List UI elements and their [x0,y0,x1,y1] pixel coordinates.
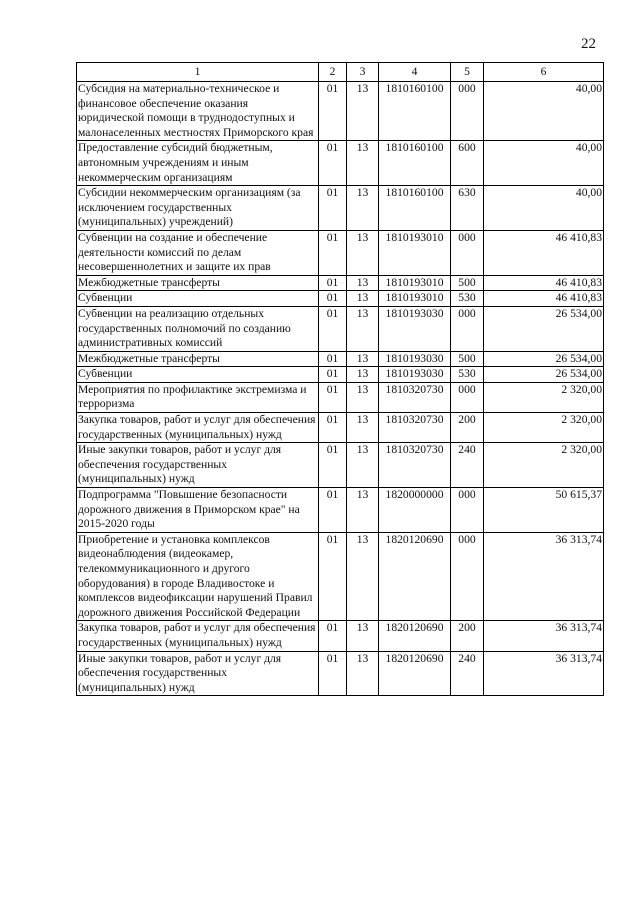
subsection-code-cell: 13 [347,291,379,307]
target-article-cell: 1810160100 [379,186,451,231]
table-row [77,443,604,488]
target-article-cell: 1820120690 [379,651,451,696]
expense-type-cell: 000 [451,230,484,275]
table-row [77,488,604,533]
target-article-cell: 1810193010 [379,230,451,275]
table-row [77,186,604,231]
amount-cell: 36 313,74 [484,621,604,651]
expense-type-cell: 000 [451,532,484,621]
section-code-cell: 01 [319,651,347,696]
item-name-cell: Межбюджетные трансферты [77,275,319,291]
target-article-cell: 1820000000 [379,488,451,533]
item-name-cell: Предоставление субсидий бюджетным, автономным учреждениям и иным некоммерческим организациям [77,141,319,186]
expense-type-cell: 500 [451,275,484,291]
table-row [77,382,604,412]
expense-type-cell: 000 [451,382,484,412]
section-code-cell: 01 [319,141,347,186]
subsection-code-cell: 13 [347,382,379,412]
target-article-cell: 1810160100 [379,141,451,186]
item-name-cell: Субвенции [77,291,319,307]
section-code-cell: 01 [319,230,347,275]
amount-cell: 40,00 [484,82,604,141]
expense-type-cell: 000 [451,488,484,533]
budget-table [76,62,604,696]
target-article-cell: 1810193030 [379,367,451,383]
item-name-cell: Субвенции [77,367,319,383]
target-article-cell: 1820120690 [379,621,451,651]
subsection-code-cell: 13 [347,351,379,367]
table-row [77,230,604,275]
amount-cell: 36 313,74 [484,651,604,696]
subsection-code-cell: 13 [347,367,379,383]
section-code-cell: 01 [319,351,347,367]
amount-cell: 36 313,74 [484,532,604,621]
subsection-code-cell: 13 [347,186,379,231]
item-name-cell: Подпрограмма "Повышение безопасности дорожного движения в Приморском крае" на 2015-2020 годы [77,488,319,533]
table-row [77,141,604,186]
subsection-code-cell: 13 [347,488,379,533]
table-row [77,621,604,651]
expense-type-cell: 200 [451,621,484,651]
target-article-cell: 1810320730 [379,382,451,412]
amount-cell: 40,00 [484,141,604,186]
target-article-cell: 1810193010 [379,291,451,307]
section-code-cell: 01 [319,488,347,533]
expense-type-cell: 200 [451,413,484,443]
target-article-cell: 1810320730 [379,443,451,488]
section-code-cell: 01 [319,532,347,621]
expense-type-cell: 000 [451,82,484,141]
expense-type-cell: 630 [451,186,484,231]
amount-cell: 2 320,00 [484,413,604,443]
section-code-cell: 01 [319,413,347,443]
section-code-cell: 01 [319,186,347,231]
section-code-cell: 01 [319,367,347,383]
table-row [77,306,604,351]
amount-cell: 46 410,83 [484,275,604,291]
subsection-code-cell: 13 [347,230,379,275]
amount-cell: 50 615,37 [484,488,604,533]
target-article-cell: 1810193010 [379,275,451,291]
subsection-code-cell: 13 [347,621,379,651]
subsection-code-cell: 13 [347,443,379,488]
amount-cell: 26 534,00 [484,351,604,367]
column-header: 2 [319,63,347,82]
table-row [77,367,604,383]
item-name-cell: Закупка товаров, работ и услуг для обеспечения государственных (муниципальных) нужд [77,413,319,443]
table-row [77,651,604,696]
item-name-cell: Субсидия на материально-техническое и финансовое обеспечение оказания юридической помощи в труднодоступных и малонаселенных местностях Приморского края [77,82,319,141]
subsection-code-cell: 13 [347,141,379,186]
subsection-code-cell: 13 [347,275,379,291]
subsection-code-cell: 13 [347,532,379,621]
table-header-row [77,63,604,82]
amount-cell: 46 410,83 [484,291,604,307]
item-name-cell: Субсидии некоммерческим организациям (за исключением государственных (муниципальных) учреждений) [77,186,319,231]
section-code-cell: 01 [319,382,347,412]
expense-type-cell: 000 [451,306,484,351]
column-header: 1 [77,63,319,82]
item-name-cell: Иные закупки товаров, работ и услуг для обеспечения государственных (муниципальных) нужд [77,651,319,696]
expense-type-cell: 500 [451,351,484,367]
item-name-cell: Закупка товаров, работ и услуг для обеспечения государственных (муниципальных) нужд [77,621,319,651]
table-row [77,351,604,367]
expense-type-cell: 240 [451,443,484,488]
table-row [77,275,604,291]
page-number: 22 [581,36,596,52]
target-article-cell: 1810160100 [379,82,451,141]
amount-cell: 26 534,00 [484,367,604,383]
item-name-cell: Иные закупки товаров, работ и услуг для обеспечения государственных (муниципальных) нужд [77,443,319,488]
subsection-code-cell: 13 [347,651,379,696]
column-header: 6 [484,63,604,82]
table-body [77,82,604,696]
target-article-cell: 1820120690 [379,532,451,621]
target-article-cell: 1810193030 [379,351,451,367]
subsection-code-cell: 13 [347,413,379,443]
subsection-code-cell: 13 [347,306,379,351]
item-name-cell: Мероприятия по профилактике экстремизма и терроризма [77,382,319,412]
subsection-code-cell: 13 [347,82,379,141]
expense-type-cell: 240 [451,651,484,696]
amount-cell: 2 320,00 [484,443,604,488]
section-code-cell: 01 [319,621,347,651]
target-article-cell: 1810193030 [379,306,451,351]
section-code-cell: 01 [319,291,347,307]
item-name-cell: Межбюджетные трансферты [77,351,319,367]
amount-cell: 40,00 [484,186,604,231]
table-row [77,532,604,621]
amount-cell: 2 320,00 [484,382,604,412]
target-article-cell: 1810320730 [379,413,451,443]
item-name-cell: Субвенции на создание и обеспечение деятельности комиссий по делам несовершеннолетних и защите их прав [77,230,319,275]
section-code-cell: 01 [319,306,347,351]
column-header: 4 [379,63,451,82]
section-code-cell: 01 [319,275,347,291]
section-code-cell: 01 [319,82,347,141]
table-row [77,82,604,141]
column-header: 3 [347,63,379,82]
amount-cell: 46 410,83 [484,230,604,275]
table-row [77,413,604,443]
amount-cell: 26 534,00 [484,306,604,351]
expense-type-cell: 600 [451,141,484,186]
section-code-cell: 01 [319,443,347,488]
column-header: 5 [451,63,484,82]
expense-type-cell: 530 [451,291,484,307]
item-name-cell: Субвенции на реализацию отдельных государственных полномочий по созданию административных комиссий [77,306,319,351]
expense-type-cell: 530 [451,367,484,383]
table-row [77,291,604,307]
item-name-cell: Приобретение и установка комплексов видеонаблюдения (видеокамер, телекоммуникационного и другого оборудования) в городе Владивостоке и комплексов видеофиксации нарушений Правил дорожного движения Российской Федерации [77,532,319,621]
